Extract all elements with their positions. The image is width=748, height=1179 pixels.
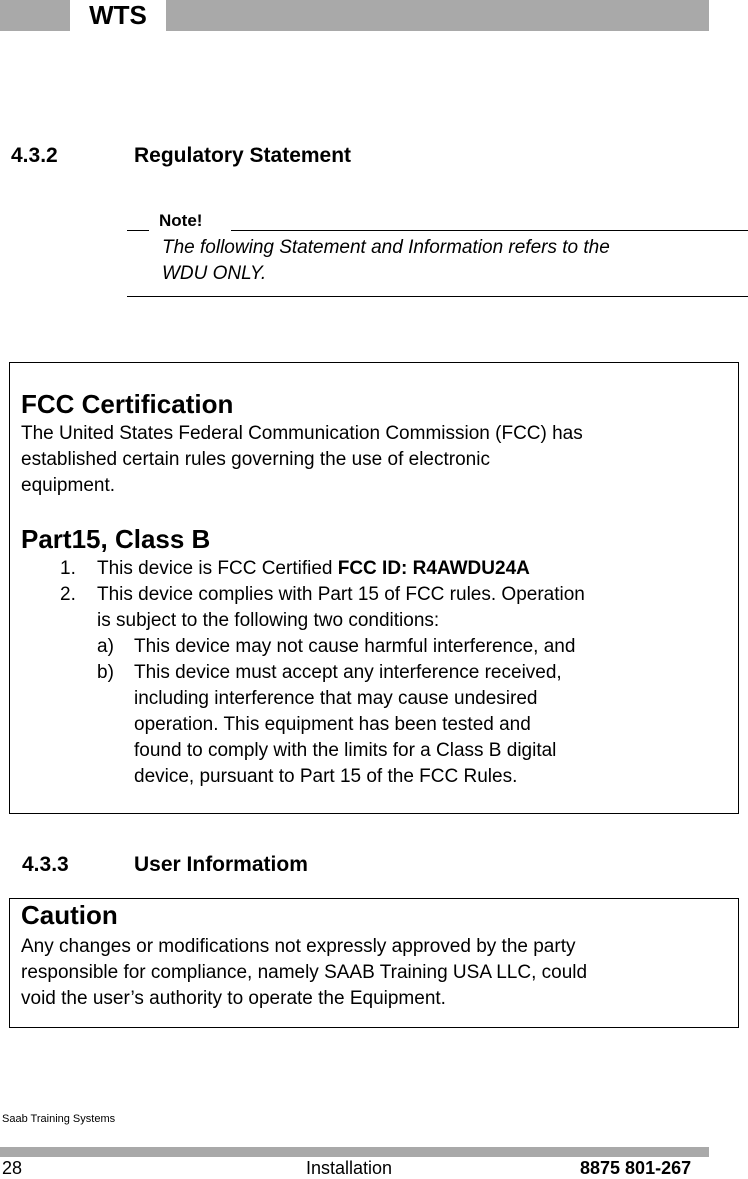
section-433-number: 4.3.3: [22, 853, 69, 876]
note-rule-bottom: [127, 296, 748, 297]
footer-document-number: 8875 801-267: [580, 1158, 692, 1178]
note-line-1: The following Statement and Information refers to the: [162, 237, 610, 258]
header-bar-right: [166, 0, 709, 31]
fcc-intro-line: equipment.: [21, 475, 116, 496]
list-item-1: [97, 556, 717, 582]
footer-page-number: 28: [2, 1158, 23, 1178]
note-line-2: WDU ONLY.: [162, 263, 267, 284]
note-rule-right: [231, 230, 748, 231]
header-title: WTS: [89, 0, 147, 30]
footer-company: Saab Training Systems: [2, 1113, 116, 1125]
note-rule-left: [127, 230, 149, 231]
sub-item-a-marker: a): [97, 636, 114, 657]
footer-bar: [0, 1147, 709, 1157]
sub-item-b-line: operation. This equipment has been tested and: [134, 714, 531, 735]
sub-item-b-line: including interference that may cause undesired: [134, 688, 538, 709]
section-433-title: User Informatiom: [134, 853, 308, 876]
footer-section-name: Installation: [306, 1158, 393, 1178]
caution-line: responsible for compliance, namely SAAB Training USA LLC, could: [21, 962, 588, 983]
sub-item-b-line: device, pursuant to Part 15 of the FCC Rules.: [134, 766, 518, 787]
fcc-intro-line: The United States Federal Communication Commission (FCC) has: [21, 423, 583, 444]
header-bar-left: [0, 0, 70, 31]
caution-heading: Caution: [21, 900, 118, 930]
fcc-intro: [21, 421, 721, 499]
list-item-2-marker: 2.: [60, 584, 76, 605]
section-432-number: 4.3.2: [11, 144, 58, 167]
caution-line: void the user’s authority to operate the Equipment.: [21, 988, 446, 1009]
caution-line: Any changes or modifications not expressly approved by the party: [21, 936, 576, 957]
caution-text: [21, 934, 731, 1012]
note-label: Note!: [159, 211, 203, 230]
sub-item-b-line: This device must accept any interference received,: [134, 662, 562, 683]
part15-heading: Part15, Class B: [21, 524, 211, 554]
list-item-2-line: This device complies with Part 15 of FCC rules. Operation: [97, 584, 585, 605]
sub-item-b-line: found to comply with the limits for a Class B digital: [134, 740, 557, 761]
fcc-heading: FCC Certification: [21, 389, 234, 419]
fcc-id: FCC ID: R4AWDU24A: [337, 558, 530, 579]
sub-item-b: [134, 660, 724, 790]
list-item-2: [97, 582, 717, 634]
list-item-2-line: is subject to the following two conditions:: [97, 610, 440, 631]
list-item-1-marker: 1.: [60, 558, 76, 579]
fcc-intro-line: established certain rules governing the use of electronic: [21, 449, 490, 470]
note-text: [162, 235, 722, 287]
sub-item-a-text: This device may not cause harmful interference, and: [134, 636, 576, 657]
section-432-title: Regulatory Statement: [134, 144, 352, 167]
list-item-1-text: This device is FCC Certified: [97, 558, 338, 579]
sub-item-b-marker: b): [97, 662, 114, 683]
